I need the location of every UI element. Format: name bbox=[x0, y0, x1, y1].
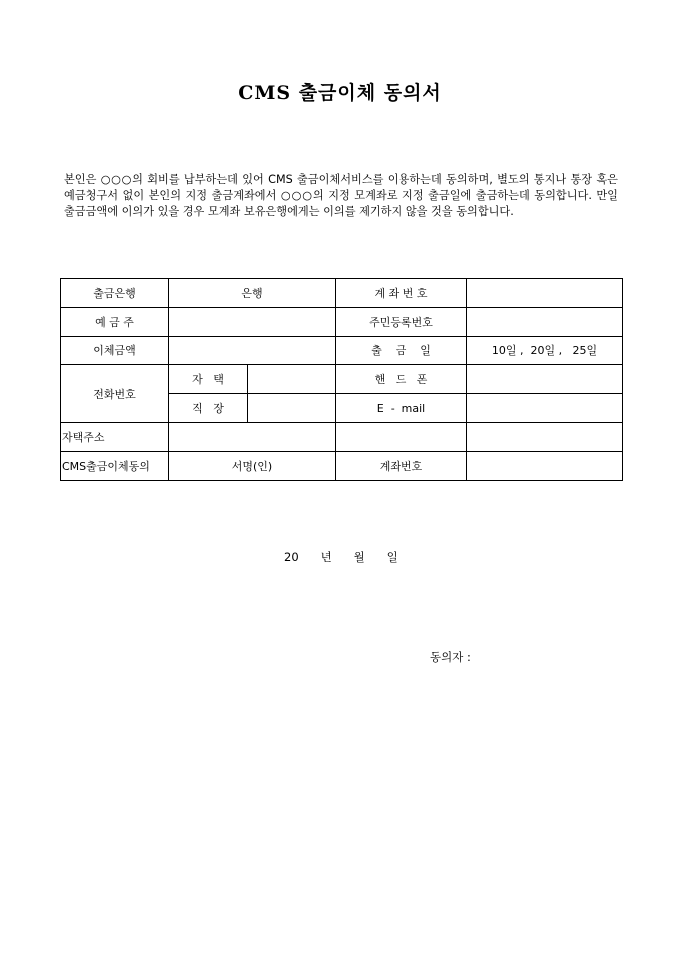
office-phone-field[interactable] bbox=[248, 394, 336, 423]
row-depositor bbox=[61, 307, 623, 336]
account-label: 계 좌 번 호 bbox=[336, 279, 467, 308]
resident-id-field[interactable] bbox=[467, 307, 623, 336]
amount-label: 이체금액 bbox=[61, 336, 169, 365]
account-number-label: 계좌번호 bbox=[336, 451, 467, 480]
date-line[interactable]: 20 년 월 일 bbox=[284, 550, 398, 564]
amount-field[interactable] bbox=[169, 336, 336, 365]
address-label: 자택주소 bbox=[61, 422, 169, 451]
withdraw-day-options[interactable]: 10일 , 20일 , 25일 bbox=[467, 336, 623, 365]
document-title: CMS 출금이체 동의서 bbox=[238, 82, 442, 104]
depositor-field[interactable] bbox=[169, 307, 336, 336]
address-field[interactable] bbox=[169, 422, 336, 451]
row-address bbox=[61, 422, 623, 451]
row-phone-home bbox=[61, 365, 623, 394]
address-extra-field-2[interactable] bbox=[467, 422, 623, 451]
row-bank bbox=[61, 279, 623, 308]
mobile-label: 핸 드 폰 bbox=[336, 365, 467, 394]
bank-field[interactable]: 은행 bbox=[169, 279, 336, 308]
depositor-label: 예 금 주 bbox=[61, 307, 169, 336]
signature-field[interactable]: 서명(인) bbox=[169, 451, 336, 480]
consent-paragraph: 본인은 ○○○의 회비를 납부하는데 있어 CMS 출금이체서비스를 이용하는데 동의하며, 별도의 통지나 통장 혹은 예금청구서 없이 본인의 지정 출금계좌에서 ○○○의 지정 모계좌로 지정 출금일에 출금하는데 동의합니다. 만일 출금금액에 이의가 있을 경우 모계좌 보유은행에게는 이의를 제기하지 않을 것을 동의합니다. bbox=[64, 173, 618, 218]
resident-id-label: 주민등록번호 bbox=[336, 307, 467, 336]
account-number-field[interactable] bbox=[467, 451, 623, 480]
home-phone-label: 자 택 bbox=[169, 365, 248, 394]
phone-label: 전화번호 bbox=[61, 365, 169, 423]
address-extra-field[interactable] bbox=[336, 422, 467, 451]
email-label: E - mail bbox=[336, 394, 467, 423]
mobile-field[interactable] bbox=[467, 365, 623, 394]
email-field[interactable] bbox=[467, 394, 623, 423]
consent-form-table bbox=[60, 278, 623, 481]
row-consent bbox=[61, 451, 623, 480]
home-phone-field[interactable] bbox=[248, 365, 336, 394]
row-amount bbox=[61, 336, 623, 365]
consent-label: CMS출금이체동의 bbox=[61, 451, 169, 480]
account-field[interactable] bbox=[467, 279, 623, 308]
signer-label: 동의자 : bbox=[430, 650, 471, 664]
office-phone-label: 직 장 bbox=[169, 394, 248, 423]
withdraw-day-label: 출 금 일 bbox=[336, 336, 467, 365]
bank-label: 출금은행 bbox=[61, 279, 169, 308]
